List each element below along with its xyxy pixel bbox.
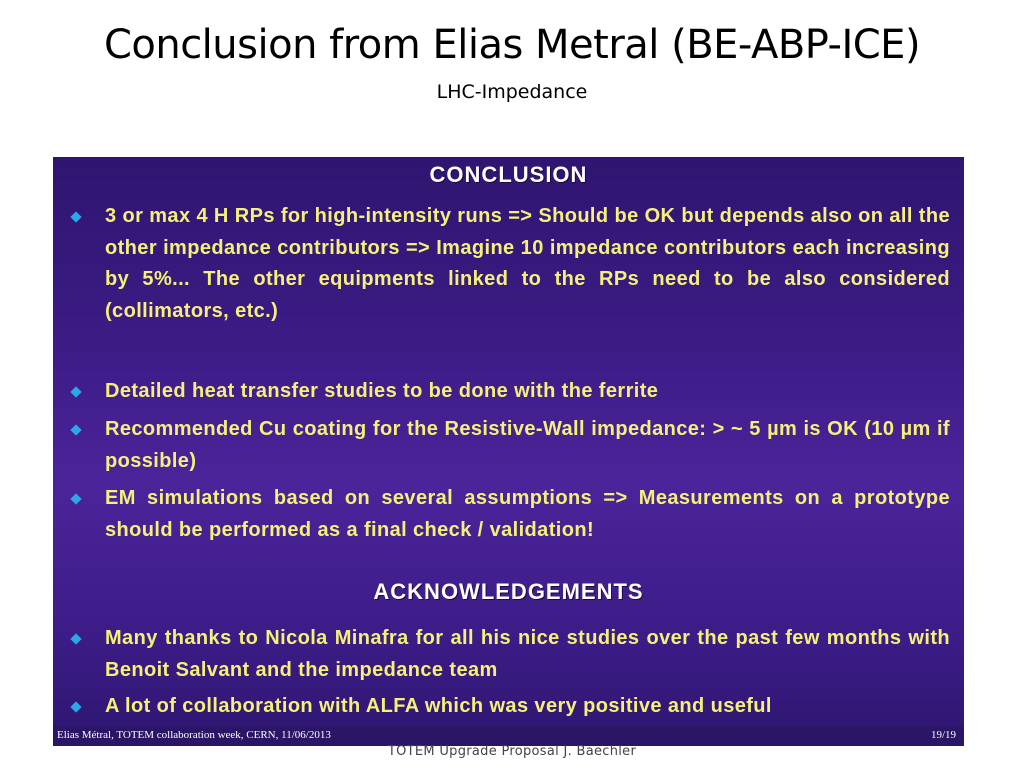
diamond-bullet-icon (70, 633, 81, 644)
page-title: Conclusion from Elias Metral (BE-ABP-ICE) (103, 22, 921, 68)
bullet-text: EM simulations based on several assumptions => Measurements on a prototype should be performed as a final check / validation! (105, 487, 950, 541)
embedded-slide (53, 157, 964, 746)
footer-author: Elias Métral, TOTEM collaboration week, CERN, 11/06/2013 (57, 729, 331, 741)
diamond-bullet-icon (70, 386, 81, 397)
bottom-caption: TOTEM Upgrade Proposal J. Baechler (387, 744, 637, 759)
bullet-text: A lot of collaboration with ALFA which was very positive and useful (105, 695, 772, 717)
diamond-bullet-icon (70, 493, 81, 504)
bullet-text: 3 or max 4 H RPs for high-intensity runs => Should be OK but depends also on all the other impedance contributors => Imagine 10 impedance contributors each increasing by 5%... The other equipments linked to the RPs need to be also considered (collimators, etc.) (105, 205, 950, 322)
slide-footer (53, 726, 964, 746)
diamond-bullet-icon (70, 701, 81, 712)
diamond-bullet-icon (70, 424, 81, 435)
diamond-bullet-icon (70, 211, 81, 222)
bullet-text: Detailed heat transfer studies to be done with the ferrite (105, 380, 659, 402)
bullet-text: Recommended Cu coating for the Resistive-Wall impedance: > ~ 5 µm is OK (10 µm if possible) (105, 418, 950, 472)
conclusion-heading: CONCLUSION (429, 162, 588, 187)
footer-page-number: 19/19 (930, 729, 956, 741)
bullet-text: Many thanks to Nicola Minafra for all his nice studies over the past few months with Benoit Salvant and the impedance team (105, 627, 950, 681)
page-subtitle: LHC-Impedance (436, 81, 588, 103)
acknowledgements-heading: ACKNOWLEDGEMENTS (373, 579, 644, 604)
